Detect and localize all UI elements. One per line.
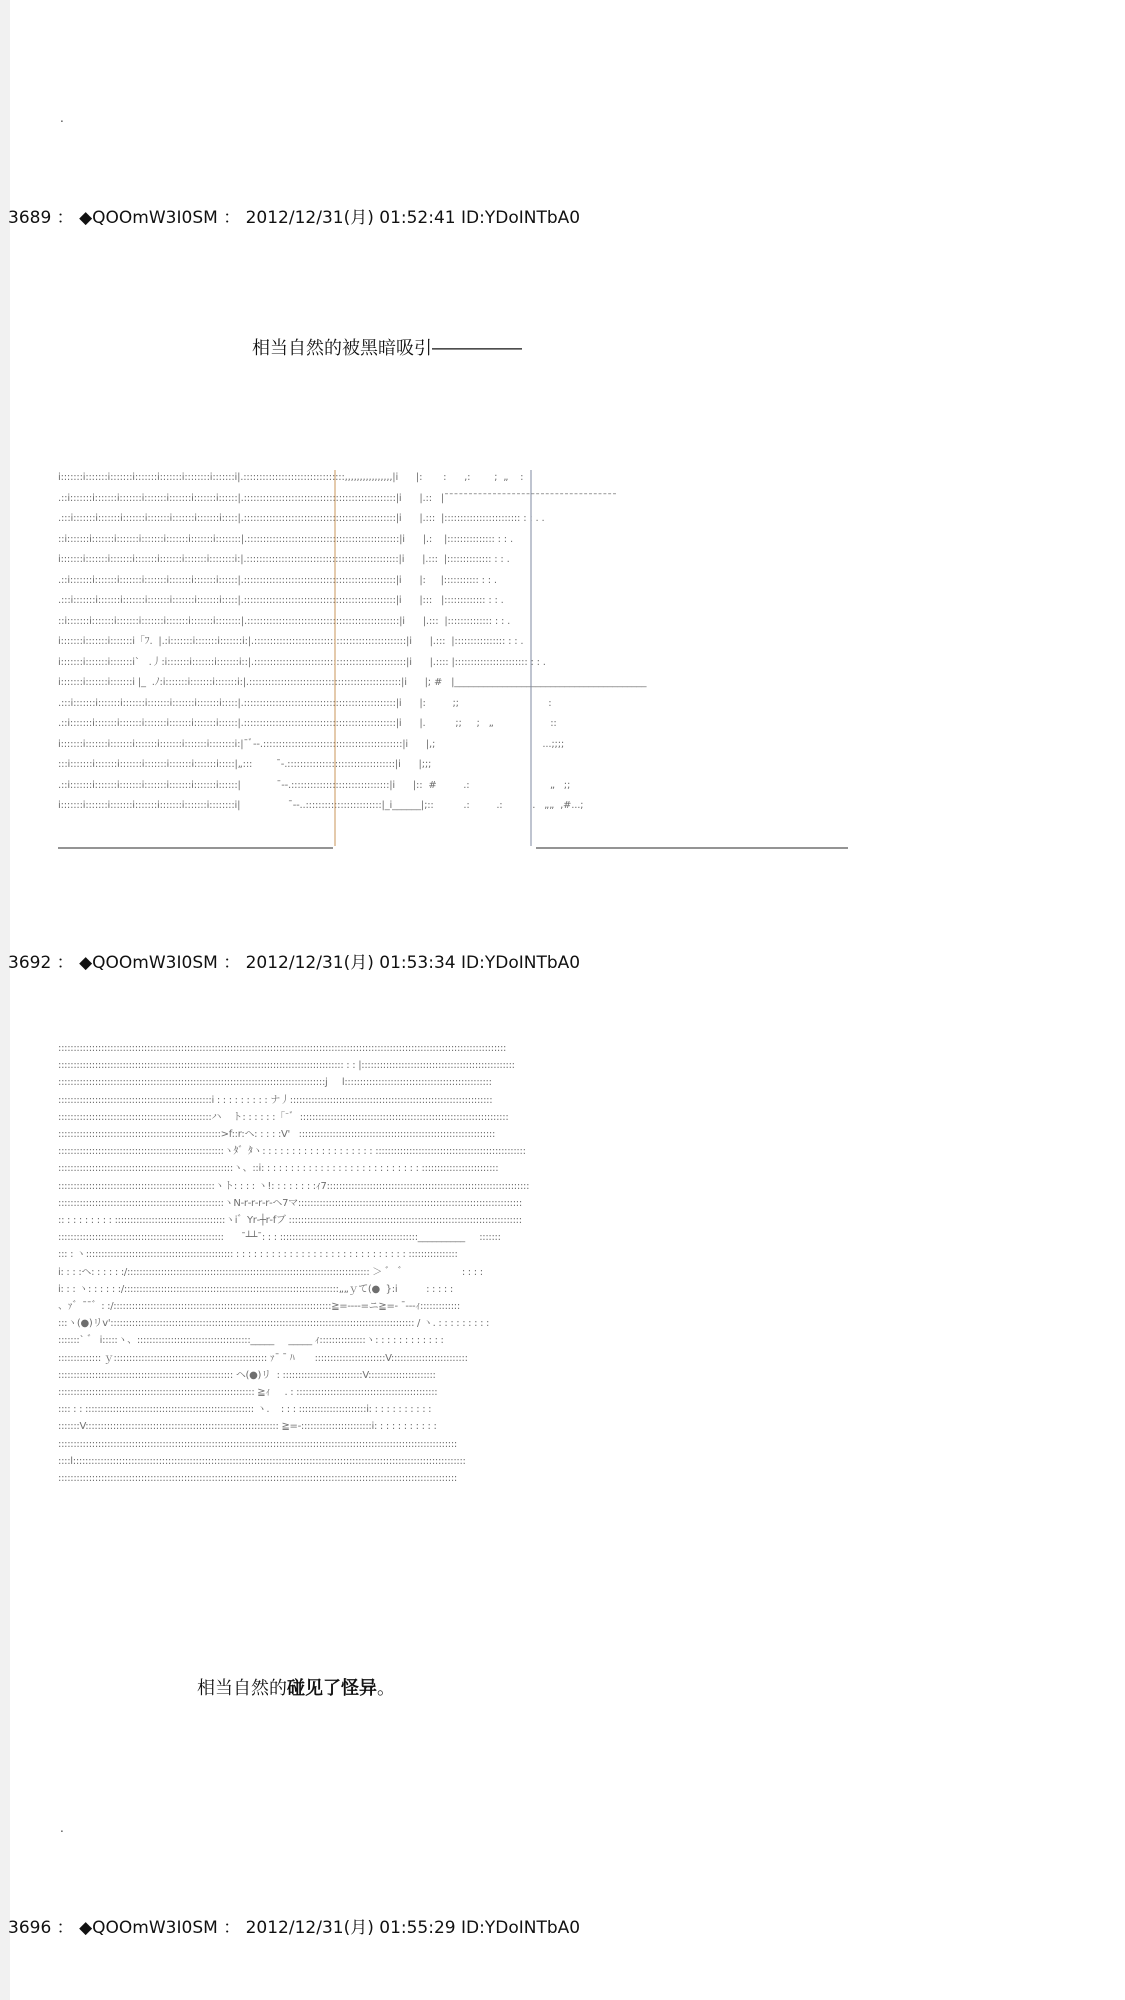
- post-id: ID:YDoINTbA0: [461, 953, 581, 973]
- ascii-art-line: :::::::` ゛ i:::::ヽ、:::::::::::::::::::::::::::::::::::::_____ _____ ｨ:::::::::::::::ヽ: : : : : : : : : : : :: [58, 1335, 444, 1347]
- diamond-icon: ◆: [79, 1918, 93, 1938]
- ascii-art-line: ::::::::::::::::::::::::::::::::::::::::::::::::::::::::::::::::::::::::::::::::::::::::::::::::::::::::::::::::::::::::::::::::::: [58, 1473, 457, 1485]
- post-time: 01:55:29: [379, 1918, 456, 1938]
- ascii-art-line: ::i:::::::i:::::::i:::::::i:::::::i:::::::i:::::::i::::::::|.::::::::::::::::::::::::::::::::::::::::::::::::|i |.::: |:::::::::::::: : : .: [58, 615, 511, 627]
- post-date: 2012/12/31: [245, 953, 344, 973]
- post-weekday: (月): [343, 1918, 374, 1938]
- post-time: 01:52:41: [379, 208, 456, 228]
- post-date: 2012/12/31: [245, 1918, 344, 1938]
- ascii-art-line: .:::i:::::::i:::::::i:::::::i:::::::i:::::::i:::::::i:::::|.::::::::::::::::::::::::::::::::::::::::::::::::|i |.::: |:::::::::::::::::::::::: : : . .: [58, 513, 545, 524]
- ascii-art-line: ::::::::::::::::::::::::::::::::::::::::::::::::::::::ヽﾀ゛ﾀヽ: : : : : : : : : : : : : : : : : : : :::::::::::::::::::::::::::::::::::::::::::::::::: [58, 1146, 526, 1158]
- post-separator: ：: [56, 1918, 74, 1938]
- post-time: 01:53:34: [379, 953, 456, 973]
- ascii-art-line: 、ｧ゛¯¯゛: :/:::::::::::::::::::::::::::::::::::::::::::::::::::::::::::::::::::::::≧=‐-‐-=ニ≧=‐ ¯‐‐‐ｨ:::::::::::::: [58, 1301, 460, 1313]
- ascii-art-corridor-lines: [58, 468, 898, 853]
- ascii-art-line: ::::::::::::::::::::::::::::::::::::::::::::::::::::::::: ヘ(●)リ : ::::::::::::::::::::::::::V::::::::::::::::::::::: [58, 1369, 436, 1381]
- caption-encounter: [197, 1680, 395, 1698]
- post-separator: ：: [56, 208, 74, 228]
- post-trip: QOOmW3I0SM: [92, 208, 218, 228]
- ascii-art-line: ::::::::::::::::::::::::::::::::::::::::::::::::::i : : : : : : : : : ナ丿::::::::::::::::::::::::::::::::::::::::::::::::::::::::::::::::::: [58, 1094, 493, 1106]
- caption-dark-attraction: 相当自然的被黑暗吸引―――――: [252, 338, 522, 359]
- post-id: ID:YDoINTbA0: [461, 208, 581, 228]
- ascii-art-line: :::::::::::::::::::::::::::::::::::::::::::::::::::::::::::::::: ≧ｨ . : ::::::::::::::::::::::::::::::::::::::::::::::: [58, 1387, 438, 1399]
- diamond-icon: ◆: [79, 953, 93, 973]
- caption-encounter-bold: 碰见了怪异: [287, 1678, 377, 1699]
- post-weekday: (月): [343, 953, 374, 973]
- ascii-art-line: ::i:::::::i:::::::i:::::::i:::::::i:::::::i:::::::i::::::::|.::::::::::::::::::::::::::::::::::::::::::::::::|i |.: |::::::::::::::: : : .: [58, 533, 513, 545]
- ascii-art-line: i:::::::i:::::::i:::::::i「ﾌ. |.:i:::::::i:::::::i:::::::i:|.::::::::::::::::::::::::::::::::::::::::::::::::|i |.::: |:::::::::::::::: : : .: [58, 636, 524, 647]
- post-separator: ：: [223, 953, 241, 973]
- ascii-art-line: i:::::::i:::::::i:::::::i |_ .ﾉ:i:::::::i:::::::i:::::::i:|.::::::::::::::::::::::::::::::::::::::::::::::::|i |; # |________________________________________: [58, 677, 647, 688]
- caption-encounter-post: 。: [377, 1678, 395, 1699]
- ascii-art-line: :::::::V::::::::::::::::::::::::::::::::::::::::::::::::::::::::::::::: ≧=‐:::::::::::::::::::::::i: : : : : : : : : : :: [58, 1421, 437, 1433]
- ascii-art-line: .::i:::::::i:::::::i:::::::i:::::::i:::::::i:::::::i::::::|.::::::::::::::::::::::::::::::::::::::::::::::::|i |.:: |¯¯¯¯¯¯¯¯¯¯¯¯¯¯¯¯¯¯¯¯¯¯¯¯¯¯¯¯¯¯¯¯¯¯¯¯: [58, 492, 617, 504]
- separator-dot: .: [60, 1821, 64, 1835]
- ascii-art-line: :::::::::::::::::::::::::::::::::::::::::::::::::::ヽト: : : : ヽ!: : : : : : : :ｨ7::::::::::::::::::::::::::::::::::::::::::::::::::::::::::::::::::: [58, 1180, 530, 1192]
- ascii-art-line: .:::i:::::::i:::::::i:::::::i:::::::i:::::::i:::::::i:::::|.::::::::::::::::::::::::::::::::::::::::::::::::|i |::: |::::::::::::: : : .: [58, 595, 504, 606]
- ascii-art-line: ::::::::::::::::::::::::::::::::::::::::::::::::::::::ヽN‐r‐r‐r‐r‐ヘ7マ:::::::::::::::::::::::::::::::::::::::::::::::::::::::::::::::::::::::::: [58, 1197, 522, 1209]
- ascii-art-line: i:::::::i:::::::i:::::::i:::::::i:::::::i:::::::i::::::::i:|.::::::::::::::::::::::::::::::::::::::::::::::::|i |.::: |:::::::::::::: : : .: [58, 554, 510, 565]
- ascii-art-line: i:::::::i:::::::i:::::::i:::::::i:::::::i::::::::i:::::::i|.::::::::::::::::::::::::::::::::,,,,,,,,,,,,,,,,|i |: : ,: ; „ :: [58, 472, 524, 483]
- post-separator: ：: [56, 953, 74, 973]
- ascii-art-line: i: : : ヽ: : : : : :/::::::::::::::::::::::::::::::::::::::::::::::::::::::::::::::::::::::„„ｙて(● }:i : : : : :: [58, 1283, 453, 1295]
- post-date: 2012/12/31: [245, 208, 344, 228]
- ascii-art-line: :::::::::::::::::::::::::::::::::::::::::::::::::::::>f::r:ヘ: : : : :V' ::::::::::::::::::::::::::::::::::::::::::::::::::::::::::::::::: [58, 1129, 496, 1141]
- ascii-art-line: i:::::::i:::::::i:::::::i` .丿:i:::::::i:::::::i:::::::i::|.::::::::::::::::::::::::::::::::::::::::::::::::|i |.:::: |::::::::::::::::::::::: : : .: [58, 656, 546, 668]
- post-number: 3689: [8, 208, 52, 228]
- post-weekday: (月): [343, 208, 374, 228]
- post-header-3696: [8, 1920, 580, 1937]
- ascii-art-line: :::i:::::::i:::::::i:::::::i:::::::i:::::::i:::::::i:::::|„::: ¯‐.::::::::::::::::::::::::::::::::::|i |;;;: [58, 759, 432, 770]
- post-trip: QOOmW3I0SM: [92, 1918, 218, 1938]
- ascii-art-line: ::::::::::::::::::::::::::::::::::::::::::::::::::::::::::::::::::::::::::::::::::::::::::::::::::::::::::::::::::::::::::::::::::: [58, 1438, 457, 1450]
- post-separator: ：: [223, 208, 241, 228]
- ascii-art-line: i:::::::i:::::::i:::::::i:::::::i:::::::i:::::::i::::::::i| ¯‐-..::::::::::::::::::::::::|_i______|;:: .: .: . „„ ,#...;: [58, 800, 584, 811]
- ascii-art-line: ::::l::::::::::::::::::::::::::::::::::::::::::::::::::::::::::::::::::::::::::::::::::::::::::::::::::::::::::::::::::::::::::::::::: [58, 1455, 466, 1467]
- ascii-art-line: .::i:::::::i:::::::i:::::::i:::::::i:::::::i:::::::i::::::| ¯‐-.:::::::::::::::::::::::::::::::|i |:: # .: „ ;;: [58, 779, 571, 791]
- post-number: 3696: [8, 1918, 52, 1938]
- ascii-art-line: .:::i:::::::i:::::::i:::::::i:::::::i:::::::i:::::::i:::::|.::::::::::::::::::::::::::::::::::::::::::::::::|i |: ;; :: [58, 697, 552, 709]
- post-trip: QOOmW3I0SM: [92, 953, 218, 973]
- post-header-3692: [8, 955, 580, 972]
- ascii-art-line: ::: : ヽ:::::::::::::::::::::::::::::::::::::::::::::::: : : : : : : : : : : : : : : : : : : : : : : : : : : : : : ::::::::::::::::: [58, 1249, 458, 1261]
- ascii-art-line: i:::::::i:::::::i:::::::i:::::::i:::::::i:::::::i::::::::i:|¯ﾞ‐-.::::::::::::::::::::::::::::::::::::::::::::|i |,; ...;;;;: [58, 738, 565, 750]
- ascii-art-line: ::::::::::::::::::::::::::::::::::::::::::::::::::ハ ト: : : : : :「¯ﾞ ::::::::::::::::::::::::::::::::::::::::::::::::::::::::::::::::::::: [58, 1111, 509, 1123]
- ascii-art-line: :::ヽ(●)リv'::::::::::::::::::::::::::::::::::::::::::::::::::::::::::::::::::::::::::::::::::::::::::::::::::: / ヽ. : : : : : : : : :: [58, 1318, 490, 1330]
- post-number: 3692: [8, 953, 52, 973]
- left-margin-strip: [0, 0, 10, 2000]
- ascii-art-line: ::::::::::::::::::::::::::::::::::::::::::::::::::::::::::::::::::::::::::::::::::::::::::::::::::::::::::::::::::::::::::::::::::::::::::::::::::: [58, 1043, 507, 1054]
- ascii-art-line: i: : : :ヘ: : : : : :/::::::::::::::::::::::::::::::::::::::::::::::::::::::::::::::::::::::::::::::: ＞ ゛ ゛ : : : :: [58, 1266, 483, 1278]
- diamond-icon: ◆: [79, 208, 93, 228]
- separator-dot: .: [60, 111, 64, 125]
- ascii-art-corridor: [58, 468, 898, 853]
- ascii-art-line: .::i:::::::i:::::::i:::::::i:::::::i:::::::i:::::::i::::::|.::::::::::::::::::::::::::::::::::::::::::::::::|i |: |::::::::::: : : .: [58, 574, 497, 586]
- post-id: ID:YDoINTbA0: [461, 1918, 581, 1938]
- ascii-art-line: :::::::::::::::::::::::::::::::::::::::::::::::::::::: ¯┴┴¯: : : :::::::::::::::::::::::::::::::::::::::::::::__________ :::::::: [58, 1232, 501, 1244]
- ascii-art-line: :::: : : ::::::::::::::::::::::::::::::::::::::::::::::::::::::: ヽ. : : : ::::::::::::::::::::::i: : : : : : : : : : :: [58, 1404, 432, 1416]
- ascii-art-line: :::::::::::::::::::::::::::::::::::::::::::::::::::::::::::::::::::::::::::::::::::::::j l::::::::::::::::::::::::::::::::::::::::::::::::: [58, 1077, 492, 1089]
- ascii-art-line: ::::::::::::::::::::::::::::::::::::::::::::::::::::::::::::::::::::::::::::::::::::::::::::: : : |::::::::::::::::::::::::::::::::::::::::::::::::::: [58, 1060, 515, 1072]
- post-separator: ：: [223, 1918, 241, 1938]
- ascii-art-line: :::::::::::::::::::::::::::::::::::::::::::::::::::::::::ヽ、::i: : : : : : : : : : : : : : : : : : : : : : : : : : : :::::::::::::::::::::::::: [58, 1163, 499, 1175]
- ascii-art-line: :: : : : : : : : : ::::::::::::::::::::::::::::::::::::ヽi゛Yr‐┼r‐fブ ::::::::::::::::::::::::::::::::::::::::::::::::::::::::::::::::::::::::::::: [58, 1215, 522, 1227]
- ascii-art-line: :::::::::::::: ｙ:::::::::::::::::::::::::::::::::::::::::::::::::: ｧ¯ ¯ ﾊ :::::::::::::::::::::::V:::::::::::::::::::::::::: [58, 1352, 468, 1364]
- caption-encounter-pre: 相当自然的: [197, 1678, 287, 1699]
- post-header-3689: [8, 210, 580, 227]
- ascii-art-line: .::i:::::::i:::::::i:::::::i:::::::i:::::::i:::::::i::::::|.::::::::::::::::::::::::::::::::::::::::::::::::|i |. ;; ; „ ::: [58, 718, 557, 729]
- ascii-art-encounter: [58, 1040, 658, 1495]
